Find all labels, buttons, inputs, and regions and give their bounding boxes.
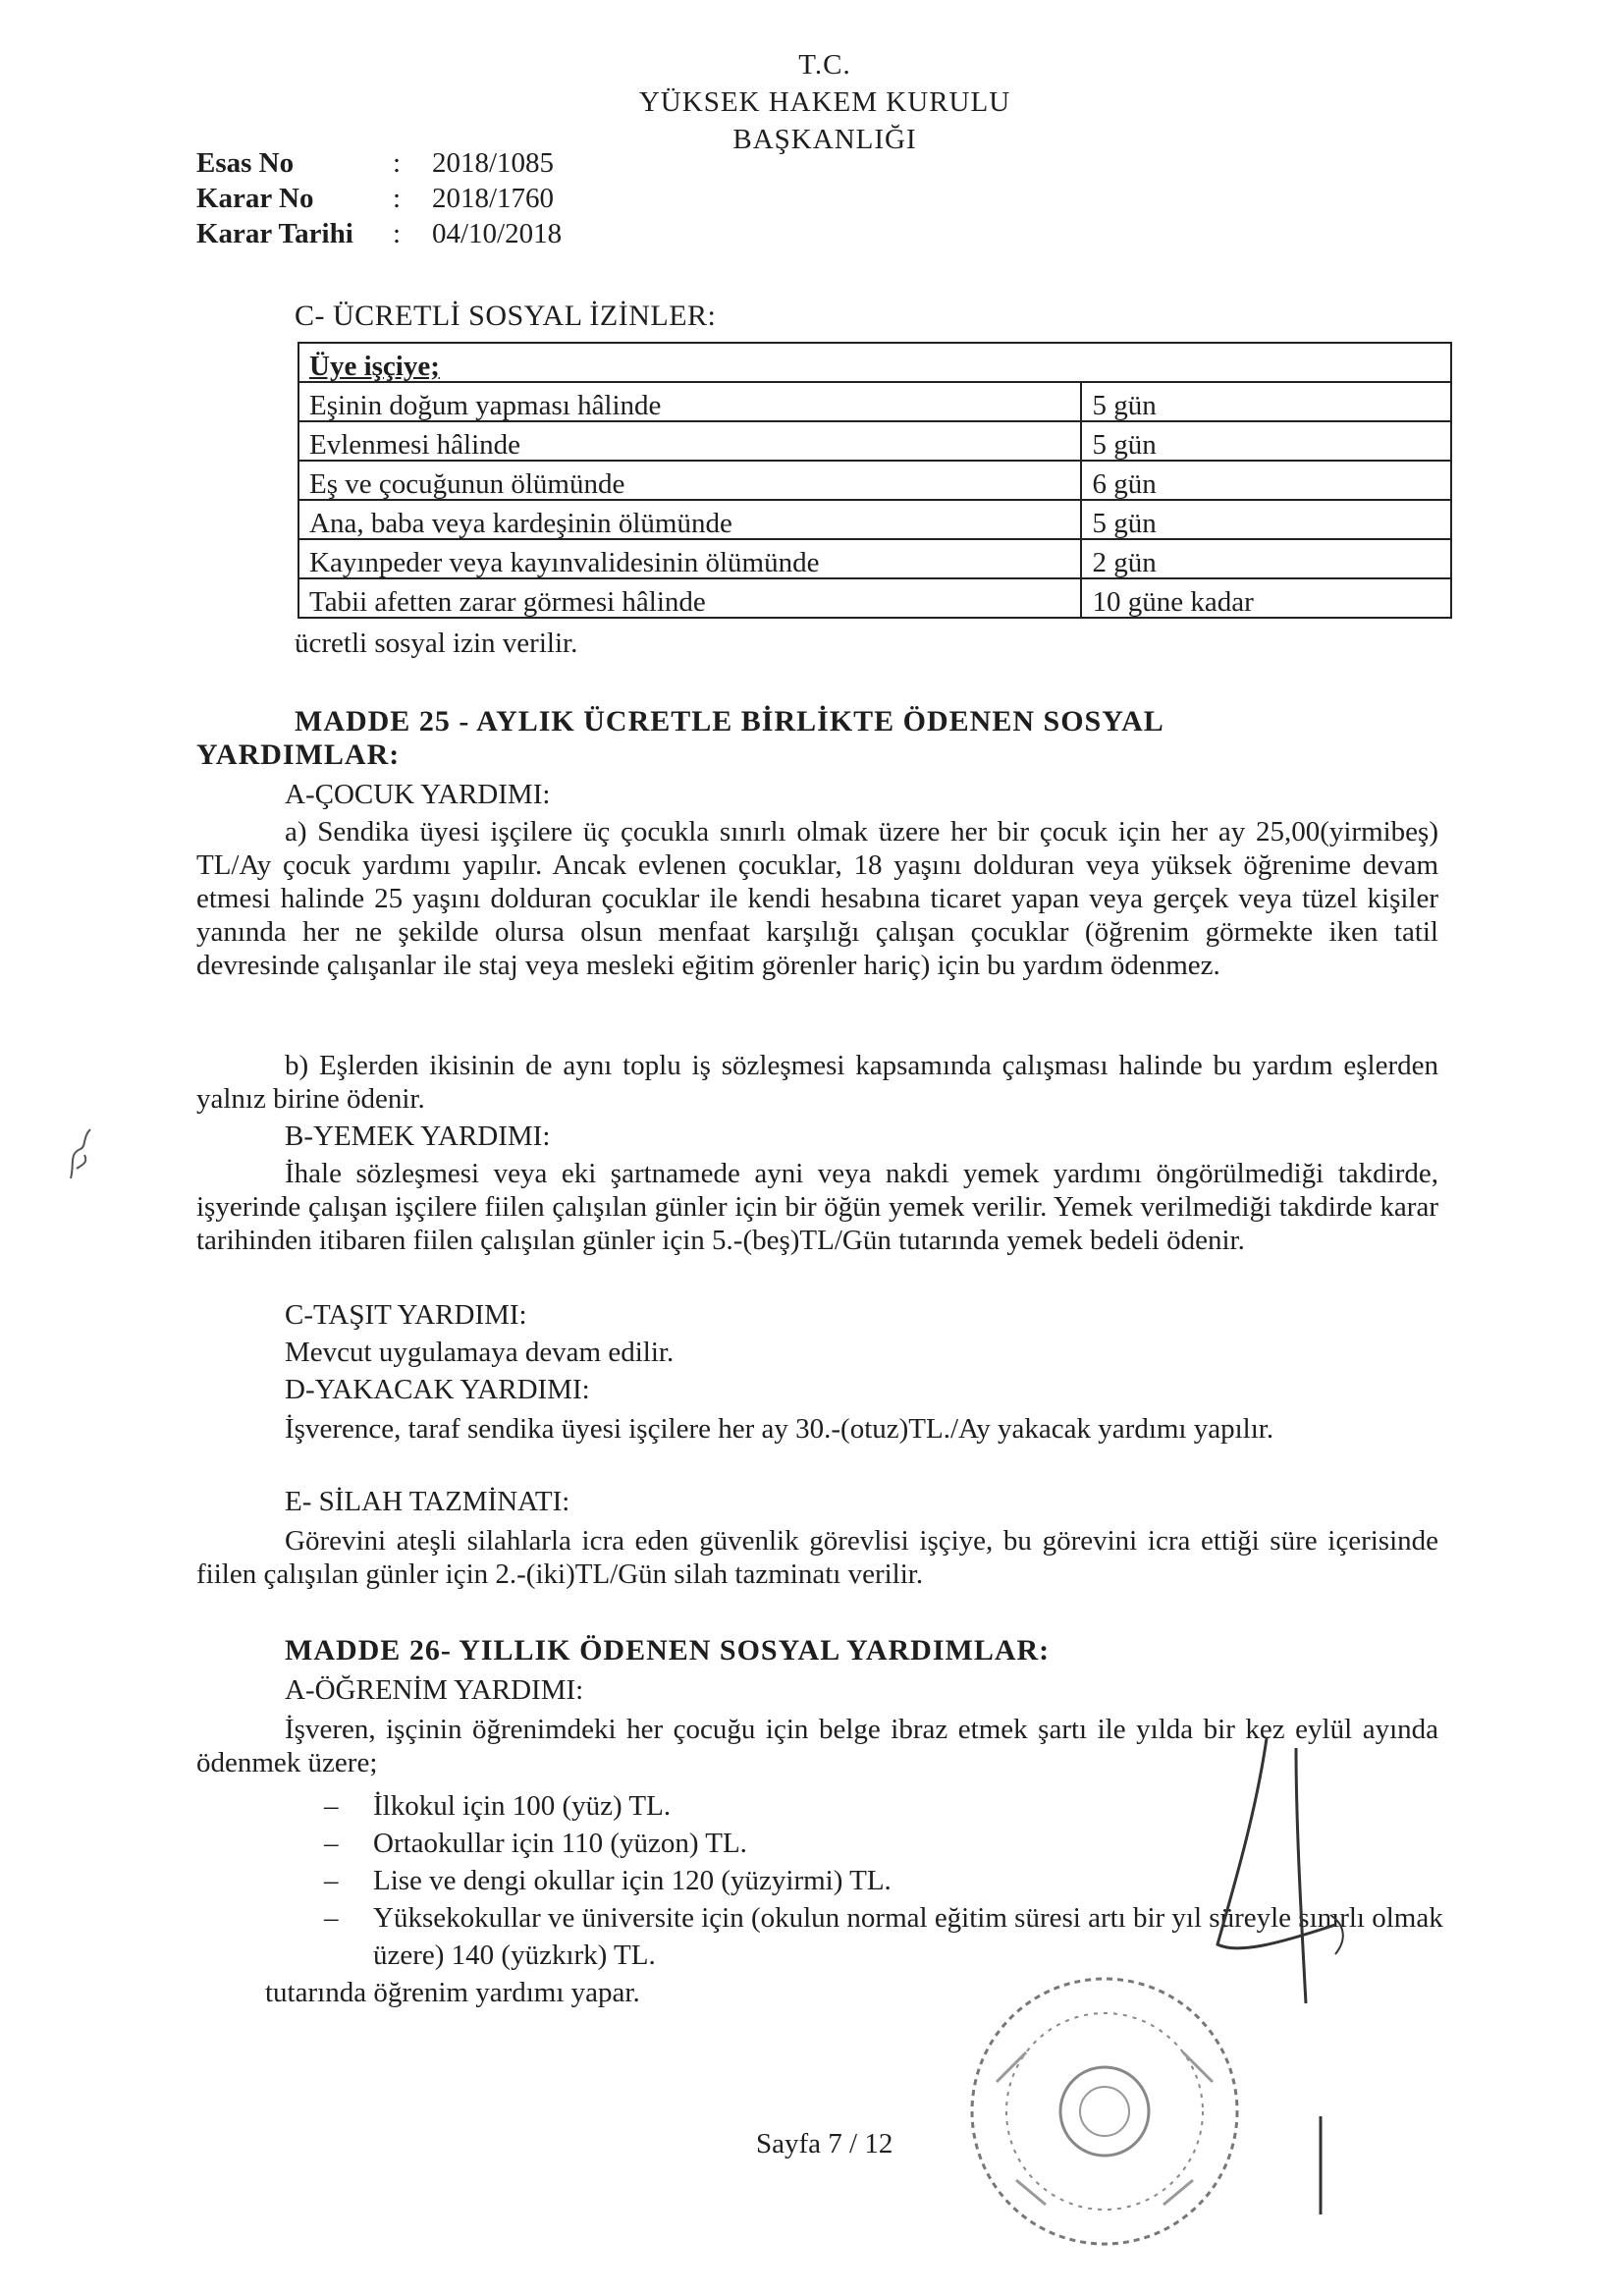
meta-value: 2018/1760	[432, 183, 555, 214]
table-row	[298, 539, 1451, 578]
list-item: – Yüksekokullar ve üniversite için (okulun normal eğitim süresi artı bir yıl süreyle sınırlı olmak üzere) 140 (yüzkırk) TL.	[324, 1899, 1443, 1974]
table-head-cell: Üye işçiye;	[298, 343, 1451, 382]
yemek-yardimi-text: İhale sözleşmesi veya eki şartnamede ayni veya nakdi yemek yardımı öngörülmediği takdirde, işyerinde çalışan işçilere fiilen çalışılan günler için bir öğün yemek verilir. Yemek verilmediği takdirde karar tarihinden itibaren fiilen çalışılan günler için 5.-(beş)TL/Gün tutarında yemek bedeli ödenir.	[196, 1158, 1438, 1256]
table-row	[298, 500, 1451, 539]
ogrenim-yardimi-intro: İşveren, işçinin öğrenimdeki her çocuğu için belge ibraz etmek şartı ile yılda bir kez eylül ayında ödenmek üzere;	[196, 1714, 1438, 1778]
leave-days: 5 gün	[1081, 421, 1451, 461]
cocuk-yardimi-b: b) Eşlerden ikisinin de aynı toplu iş sözleşmesi kapsamında çalışması halinde bu yardım eşlerden yalnız birine ödenir.	[196, 1050, 1438, 1115]
table-head-row	[298, 343, 1451, 382]
leave-table	[298, 342, 1452, 619]
leave-event: Eş ve çocuğunun ölümünde	[298, 461, 1081, 500]
madde25-title-line2: YARDIMLAR:	[196, 738, 401, 771]
meta-tarih: Karar Tarihi : 04/10/2018	[196, 218, 563, 249]
madde25-title-line1: MADDE 25 - AYLIK ÜCRETLE BİRLİKTE ÖDENEN SOSYAL	[295, 705, 1164, 738]
leave-after-text: ücretli sosyal izin verilir.	[295, 628, 578, 659]
tasit-yardimi-title: C-TAŞIT YARDIMI:	[285, 1299, 527, 1331]
silah-tazminati-title: E- SİLAH TAZMİNATI:	[285, 1486, 570, 1517]
yakacak-yardimi-text: İşverence, taraf sendika üyesi işçilere her ay 30.-(otuz)TL./Ay yakacak yardımı yapılır.	[285, 1413, 1274, 1445]
leave-days: 5 gün	[1081, 382, 1451, 421]
tasit-yardimi-text: Mevcut uygulamaya devam edilir.	[285, 1337, 675, 1368]
yakacak-yardimi-title: D-YAKACAK YARDIMI:	[285, 1374, 590, 1405]
silah-tazminati-text: Görevini ateşli silahlarla icra eden güvenlik görevlisi işçiye, bu görevini icra ettiği süre içerisinde fiilen çalışılan günler için 2.-(iki)TL/Gün silah tazminatı verilir.	[196, 1525, 1438, 1590]
meta-karar: Karar No : 2018/1760	[196, 183, 555, 214]
ogrenim-yardimi-outro: tutarında öğrenim yardımı yapar.	[265, 1977, 640, 2008]
yemek-yardimi-title: B-YEMEK YARDIMI:	[285, 1121, 551, 1152]
meta-label: Karar No	[196, 183, 314, 214]
leave-event: Tabii afetten zarar görmesi hâlinde	[298, 578, 1081, 618]
list-item: – Lise ve dengi okullar için 120 (yüzyirmi) TL.	[324, 1862, 1443, 1899]
cocuk-yardimi-a: a) Sendika üyesi işçilere üç çocukla sınırlı olmak üzere her bir çocuk için her ay 25,00(yirmibeş) TL/Ay çocuk yardımı yapılır. Ancak evlenen çocuklar, 18 yaşını dolduran veya yüksek öğrenime devam etmesi halinde 25 yaşını dolduran çocuklar ile kendi hesabına ticaret yapan veya gerçek veya tüzel kişiler yanında her ne şekilde olursa olsun menfaat karşılığı çalışan çocuklar (öğrenim görmekte iken tatil devresinde çalışanlar ile staj veya mesleki eğitim görenler hariç) için bu yardım ödenmez.	[196, 816, 1438, 981]
list-item-text: Yüksekokullar ve üniversite için (okulun normal eğitim süresi artı bir yıl süreyle sınırlı olmak üzere) 140 (yüzkırk) TL.	[373, 1902, 1443, 1971]
leave-section-title: C- ÜCRETLİ SOSYAL İZİNLER:	[295, 300, 717, 332]
madde26-title: MADDE 26- YILLIK ÖDENEN SOSYAL YARDIMLAR:	[285, 1634, 1051, 1667]
cocuk-yardimi-title: A-ÇOCUK YARDIMI:	[285, 779, 551, 810]
list-item-text: İlkokul için 100 (yüz) TL.	[373, 1790, 672, 1822]
header-tc: T.C.	[798, 49, 851, 81]
table-row	[298, 382, 1451, 421]
header-institution: YÜKSEK HAKEM KURULU	[638, 86, 1011, 118]
ogrenim-yardimi-title: A-ÖĞRENİM YARDIMI:	[285, 1674, 584, 1706]
margin-mark	[1311, 2111, 1330, 2219]
table-row	[298, 421, 1451, 461]
leave-days: 6 gün	[1081, 461, 1451, 500]
list-item-text: Ortaokullar için 110 (yüzon) TL.	[373, 1828, 747, 1859]
list-item: – İlkokul için 100 (yüz) TL.	[324, 1787, 1443, 1825]
meta-value: 2018/1085	[432, 147, 555, 179]
leave-event: Ana, baba veya kardeşinin ölümünde	[298, 500, 1081, 539]
case-meta	[196, 145, 562, 251]
meta-value: 04/10/2018	[432, 218, 563, 249]
leave-days: 10 güne kadar	[1081, 578, 1451, 618]
leave-event: Eşinin doğum yapması hâlinde	[298, 382, 1081, 421]
official-seal-stamp	[957, 1964, 1252, 2259]
meta-label: Esas No	[196, 147, 295, 179]
table-row	[298, 578, 1451, 618]
leave-days: 5 gün	[1081, 500, 1451, 539]
meta-esas: Esas No : 2018/1085	[196, 147, 555, 179]
meta-label: Karar Tarihi	[196, 218, 353, 249]
leave-event: Kayınpeder veya kayınvalidesinin ölümünde	[298, 539, 1081, 578]
page-number: Sayfa 7 / 12	[756, 2128, 893, 2159]
margin-initials	[61, 1120, 100, 1188]
list-item-text: Lise ve dengi okullar için 120 (yüzyirmi) TL.	[373, 1865, 892, 1896]
list-item: – Ortaokullar için 110 (yüzon) TL.	[324, 1825, 1443, 1862]
leave-days: 2 gün	[1081, 539, 1451, 578]
leave-event: Evlenmesi hâlinde	[298, 421, 1081, 461]
table-row	[298, 461, 1451, 500]
header-department: BAŞKANLIĞI	[732, 124, 917, 155]
